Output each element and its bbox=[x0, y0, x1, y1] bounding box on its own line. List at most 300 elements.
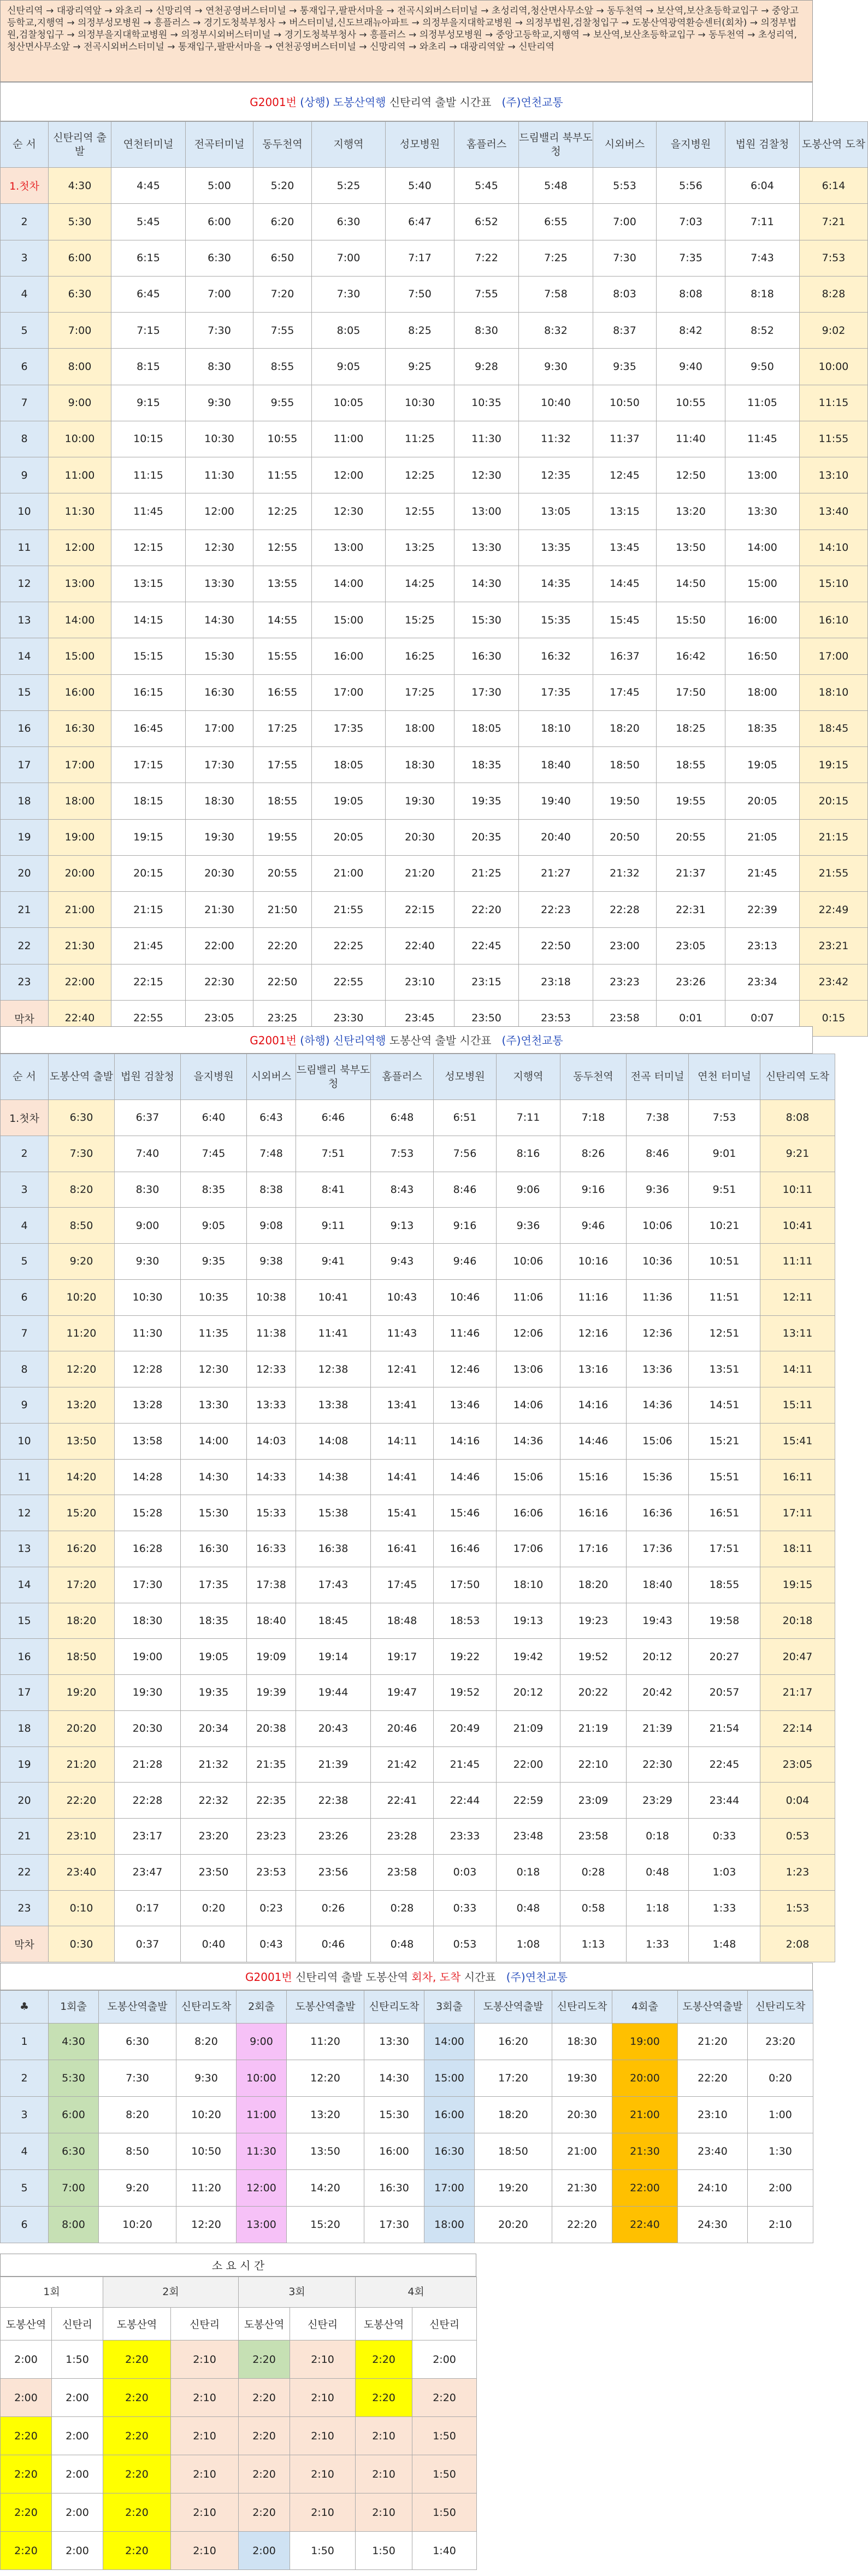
departure-time: 18:20 bbox=[475, 2097, 552, 2133]
departure-time: 16:10 bbox=[800, 602, 868, 638]
table-row bbox=[1, 421, 868, 457]
departure-time: 23:40 bbox=[678, 2133, 748, 2170]
travel-time: 2:00 bbox=[52, 2493, 103, 2532]
departure-time: 0:26 bbox=[296, 1890, 371, 1926]
departure-time: 7:55 bbox=[454, 276, 519, 312]
departure-time: 4:30 bbox=[49, 2024, 99, 2060]
departure-time: 10:43 bbox=[371, 1279, 434, 1315]
departure-time: 20:46 bbox=[371, 1710, 434, 1746]
departure-time: 16:55 bbox=[253, 674, 312, 710]
departure-time: 21:19 bbox=[560, 1710, 627, 1746]
departure-time: 23:44 bbox=[689, 1783, 760, 1819]
table-row bbox=[1, 1495, 835, 1531]
trip-number: 21 bbox=[1, 892, 49, 928]
travel-time: 2:00 bbox=[52, 2532, 103, 2570]
travel-time-table bbox=[0, 2277, 477, 2570]
column-header: 연천터미널 bbox=[111, 122, 186, 168]
rotation-timetable-title bbox=[0, 1963, 813, 1990]
departure-time: 8:30 bbox=[454, 313, 519, 349]
trip-number: 10 bbox=[1, 1423, 49, 1459]
travel-time: 2:20 bbox=[103, 2379, 171, 2417]
departure-time: 15:36 bbox=[627, 1459, 689, 1495]
departure-time: 16:00 bbox=[364, 2133, 424, 2170]
table-row bbox=[1, 674, 868, 710]
departure-time: 5:40 bbox=[386, 168, 454, 204]
departure-time: 0:48 bbox=[627, 1854, 689, 1890]
departure-time: 0:53 bbox=[760, 1819, 835, 1855]
travel-time: 2:20 bbox=[1, 2417, 52, 2455]
departure-time: 20:49 bbox=[434, 1710, 497, 1746]
departure-time: 18:00 bbox=[386, 710, 454, 746]
departure-time: 13:05 bbox=[519, 493, 593, 530]
column-header: 지행역 bbox=[497, 1054, 560, 1100]
departure-time: 23:58 bbox=[593, 1000, 657, 1036]
departure-time: 19:47 bbox=[371, 1675, 434, 1711]
table-row bbox=[1, 1819, 835, 1855]
departure-time: 0:03 bbox=[434, 1854, 497, 1890]
departure-time: 11:25 bbox=[386, 421, 454, 457]
travel-time: 1:40 bbox=[412, 2532, 477, 2570]
departure-time: 6:55 bbox=[519, 204, 593, 240]
departure-time: 14:00 bbox=[49, 602, 111, 638]
departure-time: 18:50 bbox=[475, 2133, 552, 2170]
departure-time: 8:20 bbox=[49, 1172, 115, 1208]
column-header: 3회출 bbox=[424, 1991, 475, 2024]
departure-time: 18:10 bbox=[497, 1567, 560, 1603]
departure-time: 0:01 bbox=[657, 1000, 725, 1036]
departure-time: 7:51 bbox=[296, 1136, 371, 1172]
departure-time: 16:00 bbox=[49, 674, 111, 710]
upbound-timetable bbox=[0, 121, 868, 1037]
departure-time: 9:15 bbox=[111, 385, 186, 421]
departure-time: 7:18 bbox=[560, 1100, 627, 1136]
travel-time: 2:10 bbox=[290, 2455, 356, 2493]
departure-time: 1:13 bbox=[560, 1926, 627, 1962]
column-header: 순 서 bbox=[1, 1054, 49, 1100]
table-row bbox=[1, 928, 868, 964]
departure-time: 23:23 bbox=[247, 1819, 296, 1855]
table-row bbox=[1, 2024, 813, 2060]
departure-time: 10:30 bbox=[386, 385, 454, 421]
trip-number: 22 bbox=[1, 1854, 49, 1890]
departure-time: 21:25 bbox=[454, 855, 519, 891]
departure-time: 20:20 bbox=[475, 2207, 552, 2243]
round-header-row bbox=[1, 2277, 477, 2308]
departure-time: 21:00 bbox=[552, 2133, 612, 2170]
departure-time: 1:00 bbox=[748, 2097, 813, 2133]
departure-time: 5:53 bbox=[593, 168, 657, 204]
table-row bbox=[1, 1854, 835, 1890]
departure-time: 21:17 bbox=[760, 1675, 835, 1711]
departure-time: 6:43 bbox=[247, 1100, 296, 1136]
departure-time: 18:55 bbox=[657, 747, 725, 783]
departure-time: 22:20 bbox=[49, 1783, 115, 1819]
company-name: (주)연천교통 bbox=[501, 1034, 563, 1047]
trip-number: 23 bbox=[1, 1890, 49, 1926]
departure-time: 14:36 bbox=[497, 1423, 560, 1459]
departure-time: 7:03 bbox=[657, 204, 725, 240]
departure-time: 6:30 bbox=[49, 276, 111, 312]
column-header: 2회출 bbox=[237, 1991, 287, 2024]
departure-time: 10:51 bbox=[689, 1244, 760, 1280]
departure-time: 13:45 bbox=[593, 530, 657, 566]
departure-time: 8:08 bbox=[760, 1100, 835, 1136]
departure-time: 13:20 bbox=[657, 493, 725, 530]
departure-time: 19:40 bbox=[519, 783, 593, 819]
departure-time: 9:21 bbox=[760, 1136, 835, 1172]
column-header: 순 서 bbox=[1, 122, 49, 168]
departure-time: 0:15 bbox=[800, 1000, 868, 1036]
departure-time: 7:35 bbox=[657, 240, 725, 276]
departure-time: 6:14 bbox=[800, 168, 868, 204]
departure-time: 13:10 bbox=[800, 457, 868, 493]
departure-time: 23:42 bbox=[800, 964, 868, 1000]
downbound-timetable-title bbox=[0, 1026, 813, 1054]
travel-time: 2:20 bbox=[356, 2340, 412, 2379]
departure-time: 22:45 bbox=[454, 928, 519, 964]
departure-time: 17:30 bbox=[186, 747, 253, 783]
club-icon: ♣ bbox=[1, 1991, 49, 2024]
departure-time: 14:33 bbox=[247, 1459, 296, 1495]
departure-time: 10:55 bbox=[253, 421, 312, 457]
trip-number: 19 bbox=[1, 1746, 49, 1783]
trip-number: 1.첫차 bbox=[1, 1100, 49, 1136]
table-row bbox=[1, 1172, 835, 1208]
departure-time: 17:11 bbox=[760, 1495, 835, 1531]
departure-time: 17:20 bbox=[49, 1567, 115, 1603]
travel-time: 2:20 bbox=[103, 2455, 171, 2493]
departure-time: 11:20 bbox=[49, 1315, 115, 1351]
departure-time: 9:00 bbox=[49, 385, 111, 421]
departure-time: 15:06 bbox=[497, 1459, 560, 1495]
departure-time: 14:28 bbox=[115, 1459, 181, 1495]
departure-time: 15:38 bbox=[296, 1495, 371, 1531]
departure-time: 20:15 bbox=[800, 783, 868, 819]
departure-time: 17:50 bbox=[657, 674, 725, 710]
departure-time: 11:16 bbox=[560, 1279, 627, 1315]
departure-time: 22:00 bbox=[612, 2170, 678, 2207]
table-row bbox=[1, 1890, 835, 1926]
departure-time: 15:30 bbox=[181, 1495, 247, 1531]
departure-time: 17:00 bbox=[424, 2170, 475, 2207]
table-row bbox=[1, 1351, 835, 1387]
departure-time: 12:00 bbox=[186, 493, 253, 530]
departure-time: 0:28 bbox=[371, 1890, 434, 1926]
travel-time: 1:50 bbox=[412, 2493, 477, 2532]
table-row bbox=[1, 1423, 835, 1459]
departure-time: 18:00 bbox=[424, 2207, 475, 2243]
departure-time: 14:10 bbox=[800, 530, 868, 566]
departure-time: 15:55 bbox=[253, 638, 312, 674]
departure-time: 8:15 bbox=[111, 349, 186, 385]
departure-time: 15:45 bbox=[593, 602, 657, 638]
departure-time: 17:25 bbox=[253, 710, 312, 746]
travel-time: 2:20 bbox=[412, 2379, 477, 2417]
departure-time: 8:03 bbox=[593, 276, 657, 312]
departure-time: 23:40 bbox=[49, 1854, 115, 1890]
departure-time: 19:43 bbox=[627, 1603, 689, 1639]
departure-time: 19:35 bbox=[454, 783, 519, 819]
table-row bbox=[1, 1279, 835, 1315]
departure-time: 22:39 bbox=[725, 892, 800, 928]
travel-time: 2:00 bbox=[52, 2455, 103, 2493]
departure-time: 5:30 bbox=[49, 204, 111, 240]
travel-time: 2:20 bbox=[103, 2532, 171, 2570]
departure-time: 23:00 bbox=[593, 928, 657, 964]
departure-time: 19:44 bbox=[296, 1675, 371, 1711]
departure-time: 11:15 bbox=[111, 457, 186, 493]
departure-time: 5:45 bbox=[111, 204, 186, 240]
departure-time: 6:00 bbox=[186, 204, 253, 240]
departure-time: 13:20 bbox=[49, 1387, 115, 1424]
departure-time: 8:18 bbox=[725, 276, 800, 312]
table-row bbox=[1, 892, 868, 928]
departure-time: 23:53 bbox=[519, 1000, 593, 1036]
departure-time: 22:59 bbox=[497, 1783, 560, 1819]
departure-time: 15:41 bbox=[760, 1423, 835, 1459]
departure-time: 13:46 bbox=[434, 1387, 497, 1424]
departure-time: 19:55 bbox=[657, 783, 725, 819]
departure-time: 14:00 bbox=[312, 566, 386, 602]
departure-time: 16:28 bbox=[115, 1531, 181, 1567]
departure-time: 22:25 bbox=[312, 928, 386, 964]
table-row bbox=[1, 1244, 835, 1280]
travel-time: 2:10 bbox=[171, 2493, 239, 2532]
departure-time: 14:30 bbox=[364, 2060, 424, 2097]
departure-time: 8:30 bbox=[115, 1172, 181, 1208]
departure-time: 13:30 bbox=[186, 566, 253, 602]
departure-time: 7:30 bbox=[186, 313, 253, 349]
company-name: (주)연천교통 bbox=[506, 1971, 568, 1984]
departure-time: 9:35 bbox=[593, 349, 657, 385]
departure-time: 20:30 bbox=[115, 1710, 181, 1746]
departure-time: 23:50 bbox=[181, 1854, 247, 1890]
table-row bbox=[1, 240, 868, 276]
departure-time: 23:10 bbox=[49, 1819, 115, 1855]
departure-time: 0:48 bbox=[497, 1890, 560, 1926]
trip-number: 23 bbox=[1, 964, 49, 1000]
round-header: 1회 bbox=[1, 2277, 103, 2308]
departure-time: 18:50 bbox=[593, 747, 657, 783]
departure-time: 22:49 bbox=[800, 892, 868, 928]
departure-time: 10:06 bbox=[497, 1244, 560, 1280]
title-text: 도봉산역 출발 시간표 bbox=[389, 1034, 492, 1047]
departure-time: 22:50 bbox=[519, 928, 593, 964]
departure-time: 5:30 bbox=[49, 2060, 99, 2097]
departure-time: 20:05 bbox=[725, 783, 800, 819]
departure-time: 5:45 bbox=[454, 168, 519, 204]
column-header: 홈플러스 bbox=[454, 122, 519, 168]
trip-number: 9 bbox=[1, 457, 49, 493]
departure-time: 12:20 bbox=[176, 2207, 237, 2243]
column-header: 동두천역 bbox=[560, 1054, 627, 1100]
departure-time: 15:30 bbox=[186, 638, 253, 674]
travel-time: 2:20 bbox=[356, 2379, 412, 2417]
departure-time: 8:28 bbox=[800, 276, 868, 312]
departure-time: 20:00 bbox=[49, 855, 111, 891]
departure-time: 11:36 bbox=[627, 1279, 689, 1315]
departure-time: 21:00 bbox=[312, 855, 386, 891]
table-row bbox=[1, 2340, 477, 2379]
departure-time: 20:27 bbox=[689, 1639, 760, 1675]
trip-number: 1.첫차 bbox=[1, 168, 49, 204]
departure-time: 21:50 bbox=[253, 892, 312, 928]
departure-time: 13:20 bbox=[287, 2097, 364, 2133]
column-header: 도봉산역출발 bbox=[678, 1991, 748, 2024]
departure-time: 7:58 bbox=[519, 276, 593, 312]
table-row bbox=[1, 313, 868, 349]
departure-time: 1:23 bbox=[760, 1854, 835, 1890]
departure-time: 1:08 bbox=[497, 1926, 560, 1962]
departure-time: 13:40 bbox=[800, 493, 868, 530]
departure-time: 6:04 bbox=[725, 168, 800, 204]
travel-time: 2:20 bbox=[1, 2493, 52, 2532]
departure-time: 15:28 bbox=[115, 1495, 181, 1531]
departure-time: 12:16 bbox=[560, 1315, 627, 1351]
departure-time: 15:00 bbox=[424, 2060, 475, 2097]
departure-time: 10:41 bbox=[760, 1208, 835, 1244]
column-header: 전곡터미널 bbox=[186, 122, 253, 168]
departure-time: 19:14 bbox=[296, 1639, 371, 1675]
table-row bbox=[1, 2133, 813, 2170]
table-row bbox=[1, 747, 868, 783]
departure-time: 22:40 bbox=[49, 1000, 111, 1036]
departure-time: 4:30 bbox=[49, 168, 111, 204]
departure-time: 22:00 bbox=[49, 964, 111, 1000]
departure-time: 12:11 bbox=[760, 1279, 835, 1315]
departure-time: 7:11 bbox=[725, 204, 800, 240]
departure-time: 21:55 bbox=[312, 892, 386, 928]
departure-time: 20:00 bbox=[612, 2060, 678, 2097]
departure-time: 5:00 bbox=[186, 168, 253, 204]
departure-time: 14:11 bbox=[760, 1351, 835, 1387]
departure-time: 23:21 bbox=[800, 928, 868, 964]
departure-time: 9:11 bbox=[296, 1208, 371, 1244]
departure-time: 0:40 bbox=[181, 1926, 247, 1962]
departure-time: 24:10 bbox=[678, 2170, 748, 2207]
departure-time: 10:16 bbox=[560, 1244, 627, 1280]
departure-time: 7:30 bbox=[593, 240, 657, 276]
departure-time: 10:50 bbox=[176, 2133, 237, 2170]
departure-time: 8:00 bbox=[49, 349, 111, 385]
departure-time: 8:30 bbox=[186, 349, 253, 385]
departure-time: 11:11 bbox=[760, 1244, 835, 1280]
departure-time: 7:40 bbox=[115, 1136, 181, 1172]
travel-time: 2:20 bbox=[103, 2417, 171, 2455]
table-row bbox=[1, 2379, 477, 2417]
departure-time: 15:00 bbox=[725, 566, 800, 602]
departure-time: 13:51 bbox=[689, 1351, 760, 1387]
departure-time: 21:32 bbox=[181, 1746, 247, 1783]
departure-time: 8:32 bbox=[519, 313, 593, 349]
departure-time: 22:28 bbox=[115, 1783, 181, 1819]
departure-time: 7:30 bbox=[312, 276, 386, 312]
departure-time: 18:10 bbox=[519, 710, 593, 746]
departure-time: 7:30 bbox=[49, 1136, 115, 1172]
travel-time: 2:10 bbox=[171, 2340, 239, 2379]
departure-time: 20:05 bbox=[312, 819, 386, 855]
departure-time: 0:30 bbox=[49, 1926, 115, 1962]
departure-time: 6:37 bbox=[115, 1100, 181, 1136]
trip-number: 11 bbox=[1, 1459, 49, 1495]
departure-time: 23:56 bbox=[296, 1854, 371, 1890]
trip-number: 6 bbox=[1, 2207, 49, 2243]
departure-time: 22:15 bbox=[111, 964, 186, 1000]
column-header: 법원 검찰청 bbox=[725, 122, 800, 168]
travel-time: 1:50 bbox=[52, 2340, 103, 2379]
column-header: 홈플러스 bbox=[371, 1054, 434, 1100]
trip-number: 8 bbox=[1, 1351, 49, 1387]
departure-time: 16:00 bbox=[424, 2097, 475, 2133]
departure-time: 21:45 bbox=[725, 855, 800, 891]
column-header: 지행역 bbox=[312, 122, 386, 168]
departure-time: 7:00 bbox=[312, 240, 386, 276]
departure-time: 17:00 bbox=[49, 747, 111, 783]
departure-time: 12:50 bbox=[657, 457, 725, 493]
round-header: 3회 bbox=[239, 2277, 356, 2308]
column-header: 신탄리도착 bbox=[552, 1991, 612, 2024]
departure-time: 23:23 bbox=[593, 964, 657, 1000]
departure-time: 15:25 bbox=[386, 602, 454, 638]
departure-time: 13:50 bbox=[287, 2133, 364, 2170]
departure-time: 0:04 bbox=[760, 1783, 835, 1819]
departure-time: 22:30 bbox=[627, 1746, 689, 1783]
departure-time: 9:30 bbox=[519, 349, 593, 385]
departure-time: 21:30 bbox=[612, 2133, 678, 2170]
departure-time: 15:11 bbox=[760, 1387, 835, 1424]
departure-time: 17:06 bbox=[497, 1531, 560, 1567]
departure-time: 21:30 bbox=[49, 928, 111, 964]
table-row bbox=[1, 1100, 835, 1136]
departure-time: 23:58 bbox=[371, 1854, 434, 1890]
trip-number: 14 bbox=[1, 638, 49, 674]
departure-time: 7:11 bbox=[497, 1100, 560, 1136]
travel-time: 2:10 bbox=[290, 2379, 356, 2417]
travel-time: 2:10 bbox=[171, 2532, 239, 2570]
departure-time: 21:30 bbox=[552, 2170, 612, 2207]
trip-number: 5 bbox=[1, 1244, 49, 1280]
trip-number: 2 bbox=[1, 204, 49, 240]
column-header: 신탄리역 출발 bbox=[49, 122, 111, 168]
departure-time: 21:42 bbox=[371, 1746, 434, 1783]
departure-time: 10:00 bbox=[237, 2060, 287, 2097]
departure-time: 13:28 bbox=[115, 1387, 181, 1424]
trip-number: 5 bbox=[1, 313, 49, 349]
travel-time: 2:10 bbox=[171, 2417, 239, 2455]
departure-time: 21:32 bbox=[593, 855, 657, 891]
departure-time: 22:55 bbox=[312, 964, 386, 1000]
departure-time: 17:35 bbox=[312, 710, 386, 746]
departure-time: 17:45 bbox=[593, 674, 657, 710]
departure-time: 23:50 bbox=[454, 1000, 519, 1036]
trip-number: 17 bbox=[1, 747, 49, 783]
trip-number: 22 bbox=[1, 928, 49, 964]
trip-number: 4 bbox=[1, 2133, 49, 2170]
departure-time: 16:50 bbox=[725, 638, 800, 674]
departure-time: 19:30 bbox=[186, 819, 253, 855]
table-row bbox=[1, 1567, 835, 1603]
departure-time: 0:37 bbox=[115, 1926, 181, 1962]
departure-time: 15:51 bbox=[689, 1459, 760, 1495]
departure-time: 16:45 bbox=[111, 710, 186, 746]
travel-time: 2:20 bbox=[1, 2455, 52, 2493]
departure-time: 7:55 bbox=[253, 313, 312, 349]
departure-time: 0:07 bbox=[725, 1000, 800, 1036]
departure-time: 9:51 bbox=[689, 1172, 760, 1208]
departure-time: 12:33 bbox=[247, 1351, 296, 1387]
departure-time: 7:43 bbox=[725, 240, 800, 276]
departure-time: 5:20 bbox=[253, 168, 312, 204]
